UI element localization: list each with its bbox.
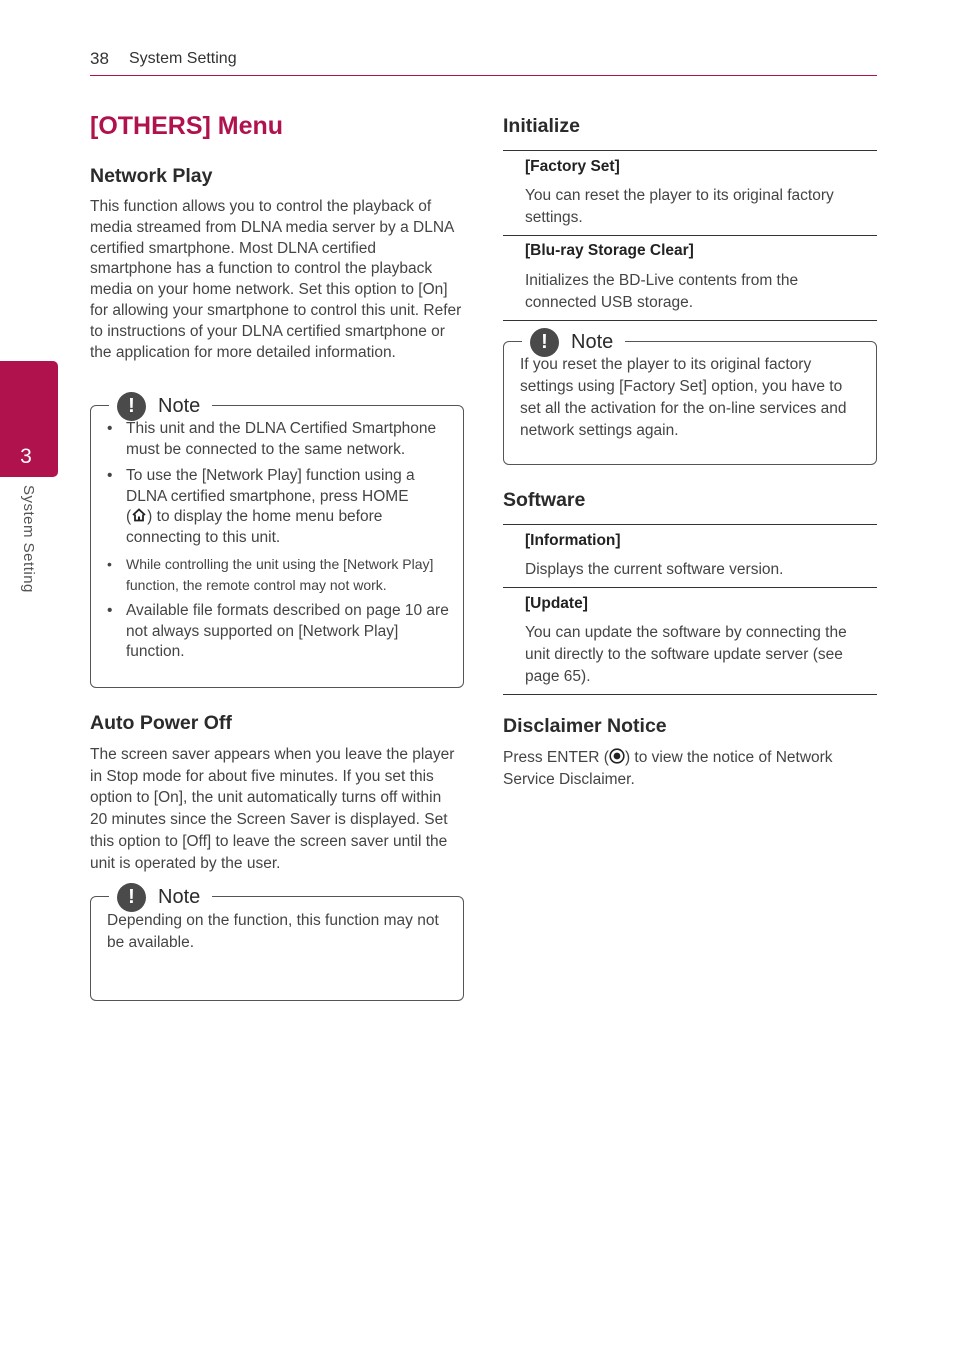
note-title: Note: [571, 330, 614, 353]
chapter-label: System Setting: [20, 485, 37, 593]
table-divider: [503, 587, 877, 588]
option-factory-set-desc: You can reset the player to its original factory settings.: [525, 187, 834, 226]
disclaimer-text: Press ENTER ( ) to view the notice of Network Service Disclaimer.: [503, 749, 833, 788]
network-play-heading: Network Play: [90, 165, 213, 187]
option-update-desc: You can update the software by connecting the unit directly to the software update server (see page 65).: [525, 624, 847, 685]
exclamation-icon: !: [117, 883, 146, 912]
table-divider: [503, 150, 877, 151]
page-title: [OTHERS] Menu: [90, 112, 284, 140]
list-item: • Available file formats described on page 10 are not always supported on [Network Play] function.: [107, 602, 449, 660]
note-list: [91, 419, 453, 669]
option-information-label: [Information]: [525, 532, 621, 549]
note-header: [109, 882, 212, 912]
note-title: Note: [158, 885, 201, 908]
page-number: 38: [90, 49, 109, 68]
note-header: [109, 391, 212, 421]
option-update-label: [Update]: [525, 595, 588, 612]
option-bluray-storage-label: [Blu-ray Storage Clear]: [525, 242, 694, 259]
table-divider: [503, 694, 877, 695]
enter-button-icon: [609, 748, 625, 764]
option-bluray-storage-desc: Initializes the BD-Live contents from the connected USB storage.: [525, 272, 799, 311]
disclaimer-heading: Disclaimer Notice: [503, 715, 667, 737]
list-item: • While controlling the unit using the [Network Play] function, the remote control may not work.: [107, 556, 434, 593]
page-header: [90, 48, 877, 76]
chapter-number: 3: [20, 445, 32, 468]
network-play-note: [90, 394, 464, 688]
header-section-name: System Setting: [129, 50, 237, 67]
initialize-heading: Initialize: [503, 115, 580, 137]
option-factory-set-label: [Factory Set]: [525, 158, 620, 175]
note-text: If you reset the player to its original factory settings using [Factory Set] option, you have to set all the activation for the on-line services and network settings again.: [520, 356, 847, 439]
note-text: Depending on the function, this function may not be available.: [107, 912, 439, 951]
exclamation-icon: !: [530, 328, 559, 357]
chapter-tab: [0, 361, 58, 477]
software-heading: Software: [503, 489, 586, 511]
auto-power-off-heading: Auto Power Off: [90, 712, 232, 734]
list-item: • This unit and the DLNA Certified Smartphone must be connected to the same network.: [107, 420, 437, 458]
auto-power-off-body: The screen saver appears when you leave the player in Stop mode for about five minutes. If you set this option to [On], the unit automatically turns off within 20 minutes since the Screen Saver is displayed. Set this option to [Off] to leave the screen saver until the unit is operated by the user.: [90, 746, 455, 872]
exclamation-icon: !: [117, 392, 146, 421]
initialize-note: [503, 330, 877, 465]
table-divider: [503, 524, 877, 525]
list-item: • To use the [Network Play] function using a DLNA certified smartphone, press HOME ( ) to display the home menu before connecting to this unit.: [107, 467, 415, 546]
note-title: Note: [158, 394, 201, 417]
option-information-desc: Displays the current software version.: [525, 561, 784, 578]
table-divider: [503, 235, 877, 236]
note-header: [522, 327, 625, 357]
auto-power-off-note: [90, 885, 464, 1001]
home-icon: [131, 507, 147, 523]
table-divider: [503, 320, 877, 321]
network-play-body: This function allows you to control the playback of media streamed from DLNA media server by a DLNA certified smartphone. Most DLNA certified smartphone has a function to control the playback media on your home network. Set this option to [On] for allowing your smartphone to control this unit. Refer to instructions of your DLNA certified smartphone or the application for more detailed information.: [90, 198, 462, 361]
